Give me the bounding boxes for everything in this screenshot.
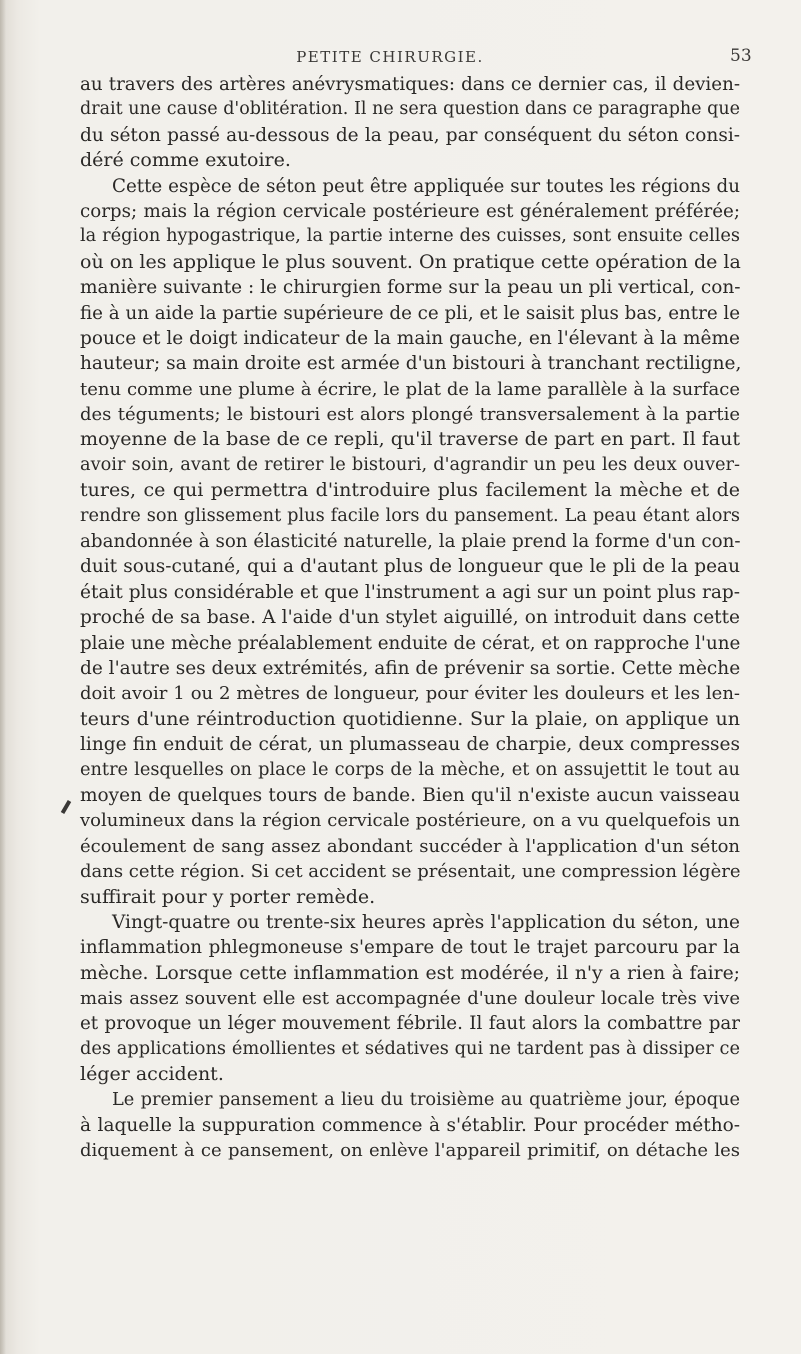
text-line: au travers des artères anévrysmatiques: dans ce dernier cas, il devien- (80, 74, 740, 95)
text-line: duit sous-cutané, qui a d'autant plus de longueur que le pli de la peau (80, 556, 740, 578)
text-line: pouce et le doigt indicateur de la main gauche, en l'élevant à la même (80, 327, 740, 349)
text-line: suffirait pour y porter remède. (80, 885, 376, 908)
text-line: tenu comme une plume à écrire, le plat de la lame parallèle à la surface (80, 378, 740, 400)
text-line: corps; mais la région cervicale postérieure est généralement préférée; (80, 200, 740, 222)
text-line: tures, ce qui permettra d'introduire plus facilement la mèche et de (80, 479, 740, 502)
text-line: mais assez souvent elle est accompagnée d'une douleur locale très vive (80, 988, 740, 1010)
body-text (80, 72, 740, 1164)
text-line: volumineux dans la région cervicale postérieure, on a vu quelquefois un (80, 810, 740, 832)
page-number: 53 (730, 46, 752, 66)
text-line: léger accident. (80, 1063, 224, 1086)
text-line: avoir soin, avant de retirer le bistouri, d'agrandir un peu les deux ouver- (80, 454, 740, 475)
text-line: Cette espèce de séton peut être appliquée sur toutes les régions du (112, 175, 740, 197)
text-line: Vingt-quatre ou trente-six heures après l'application du séton, une (112, 911, 740, 933)
text-line: Le premier pansement a lieu du troisième au quatrième jour, époque (112, 1089, 740, 1110)
text-line: hauteur; sa main droite est armée d'un bistouri à tranchant rectiligne, (80, 353, 742, 375)
text-line: déré comme exutoire. (80, 149, 291, 172)
text-line: des téguments; le bistouri est alors plongé transversalement à la partie (80, 404, 740, 426)
text-line: dans cette région. Si cet accident se présentait, une compression légère (80, 861, 741, 883)
text-line: entre lesquelles on place le corps de la mèche, et on assujettit le tout au (80, 759, 740, 780)
text-line: mèche. Lorsque cette inflammation est modérée, il n'y a rien à faire; (80, 962, 740, 984)
text-line: de l'autre ses deux extrémités, afin de prévenir sa sortie. Cette mèche (80, 657, 741, 679)
text-line: était plus considérable et que l'instrument a agi sur un point plus rap- (80, 581, 740, 603)
text-line: moyen de quelques tours de bande. Bien qu'il n'existe aucun vaisseau (80, 784, 740, 806)
text-line: manière suivante : le chirurgien forme sur la peau un pli vertical, con- (80, 277, 741, 299)
running-head: PETITE CHIRURGIE. (296, 48, 484, 66)
text-line: linge fin enduit de cérat, un plumasseau de charpie, deux compresses (80, 734, 740, 756)
text-line: écoulement de sang assez abondant succéder à l'application d'un séton (80, 835, 740, 857)
text-line: moyenne de la base de ce repli, qu'il traverse de part en part. Il faut (80, 428, 741, 451)
text-line: diquement à ce pansement, on enlève l'appareil primitif, on détache les (80, 1140, 740, 1162)
text-line: des applications émollientes et sédatives qui ne tardent pas à dissiper ce (80, 1038, 740, 1059)
text-line: doit avoir 1 ou 2 mètres de longueur, pour éviter les douleurs et les len- (80, 683, 740, 705)
text-line: inflammation phlegmoneuse s'empare de tout le trajet parcouru par la (80, 937, 740, 959)
text-line: du séton passé au-dessous de la peau, par conséquent du séton consi- (80, 124, 740, 146)
text-line: où on les applique le plus souvent. On pratique cette opération de la (80, 250, 741, 273)
text-line: abandonnée à son élasticité naturelle, la plaie prend la forme d'un con- (80, 531, 741, 553)
text-line: plaie une mèche préalablement enduite de cérat, et on rapproche l'une (80, 632, 741, 654)
text-line: la région hypogastrique, la partie interne des cuisses, sont ensuite celles (80, 226, 740, 247)
text-line: rendre son glissement plus facile lors du pansement. La peau étant alors (80, 505, 740, 526)
text-line: fie à un aide la partie supérieure de ce pli, et le saisit plus bas, entre le (80, 302, 741, 324)
text-line: drait une cause d'oblitération. Il ne sera question dans ce paragraphe que (80, 99, 740, 120)
text-line: à laquelle la suppuration commence à s'établir. Pour procéder métho- (80, 1115, 740, 1137)
text-line: et provoque un léger mouvement fébrile. Il faut alors la combattre par (80, 1013, 740, 1035)
binding-edge (0, 0, 6, 1354)
margin-mark (61, 800, 71, 814)
text-line: proché de sa base. A l'aide d'un stylet aiguillé, on introduit dans cette (80, 607, 740, 629)
text-line: teurs d'une réintroduction quotidienne. Sur la plaie, on applique un (80, 707, 740, 730)
